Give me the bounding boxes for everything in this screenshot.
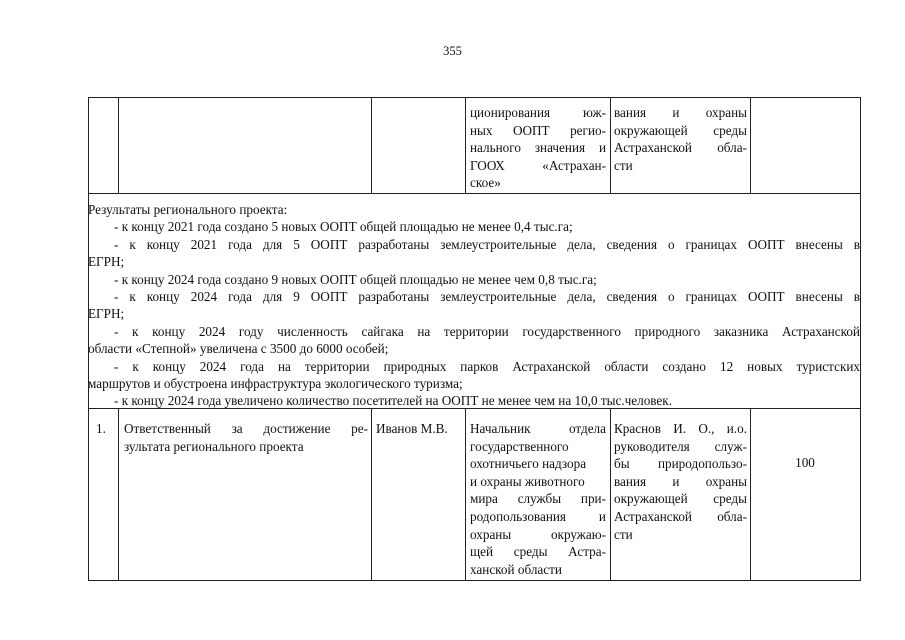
text-line: Краснов И. О., и.о. [614,421,747,436]
result-text: - к концу 2024 года для 9 ООПТ разработаны землеустроительные дела, сведения о границах ООПТ внесены в [114,289,860,305]
text-line: Ответственный за достижение ре- [124,421,368,436]
col-line-3 [465,97,466,194]
text-line: ГООХ «Астрахан- [470,157,606,173]
responsible-person: Иванов М.В. [376,421,448,436]
col-line-5 [750,97,751,194]
text-line: охотничьего надзора [470,456,587,472]
text-line: щей среды Астра- [470,544,606,560]
top-row-supervisor [614,104,747,174]
top-row-responsible-position [470,104,606,192]
result-text-continuation: ЕГРН; [88,306,125,322]
text-line: вания и охраны [614,105,747,120]
row-value: 100 [795,455,815,470]
result-item [88,358,860,393]
table-border-row-end [88,193,861,194]
text-line: окружающей среды [614,491,747,507]
result-text-continuation: маршрутов и обустроена инфраструктура экологического туризма; [88,376,463,392]
text-line: ционирования юж- [470,105,606,120]
row-number: 1. [96,421,106,436]
supervisor [614,420,747,543]
col-line-0 [88,97,89,194]
result-text-continuation: области «Степной» увеличена с 3500 до 6000 особей; [88,341,389,357]
results-section [88,201,860,410]
text-line: зультата регионального проекта [124,438,304,454]
table-border-top [88,97,861,98]
text-line: окружающей среды [614,122,747,138]
text-line: охраны окружаю- [470,526,606,542]
col-line-3 [465,408,466,581]
col-line-2 [371,408,372,581]
col-line-2 [371,97,372,194]
result-item [88,323,860,358]
responsible-position [470,420,606,578]
col-line-6 [860,408,861,581]
text-line: сти [614,526,633,542]
text-line: ных ООПТ регио- [470,122,606,138]
result-text: - к концу 2024 года на территории природных парков Астраханской области создано 12 новых туристских [114,358,860,374]
results-border-right [860,193,861,409]
row-description [124,420,368,455]
text-line: Астраханской обла- [614,508,747,524]
result-text-continuation: ЕГРН; [88,254,125,270]
result-item [88,218,860,235]
text-line: мира службы при- [470,491,606,507]
col-line-4 [610,408,611,581]
text-line: Начальник отдела [470,421,606,436]
result-text: - к концу 2024 году численность сайгака на территории государственного природного заказника Астраханской [114,323,860,339]
row1-border-top [88,408,861,409]
col-line-0 [88,408,89,581]
results-title: Результаты регионального проекта: [88,202,288,217]
result-item [88,236,860,271]
text-line: нального значения и [470,140,606,156]
text-line: родопользования и [470,508,606,524]
text-line: бы природопользо- [614,456,747,472]
text-line: ское» [470,175,501,191]
col-line-1 [118,408,119,581]
col-line-1 [118,97,119,194]
text-line: Астраханской обла- [614,140,747,156]
result-text: - к концу 2024 года увеличено количество посетителей на ООПТ не менее чем на 10,0 тыс.человек. [114,393,672,409]
result-text: - к концу 2024 года создано 9 новых ООПТ общей площадью не менее чем 0,8 тыс.га; [114,271,597,287]
text-line: вания и охраны [614,473,747,489]
text-line: сти [614,157,633,173]
text-line: ханской области [470,561,562,577]
col-line-5 [750,408,751,581]
result-text: - к концу 2021 года создано 5 новых ООПТ общей площадью не менее 0,4 тыс.га; [114,219,573,235]
text-line: государственного [470,438,569,454]
text-line: и охраны животного [470,473,585,489]
text-line: руководителя служ- [614,438,747,454]
result-item [88,288,860,323]
result-item [88,271,860,288]
col-line-6 [860,97,861,194]
col-line-4 [610,97,611,194]
row1-border-bottom [88,580,861,581]
page-number: 355 [443,44,462,58]
result-text: - к концу 2021 года для 5 ООПТ разработаны землеустроительные дела, сведения о границах ООПТ внесены в [114,236,860,252]
